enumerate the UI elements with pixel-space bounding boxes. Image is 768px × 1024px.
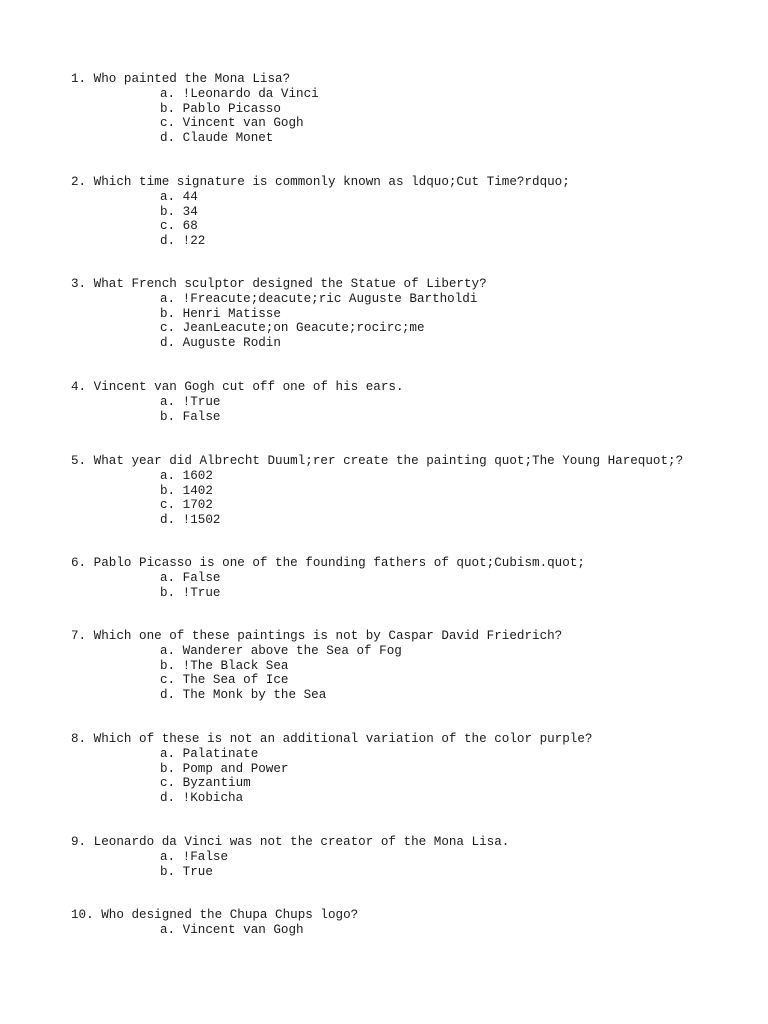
question-text: 9. Leonardo da Vinci was not the creator of the Mona Lisa.	[71, 835, 510, 849]
question-9	[71, 835, 751, 879]
question-text: 7. Which one of these paintings is not by Caspar David Friedrich?	[71, 629, 563, 643]
question-6	[71, 556, 751, 600]
answer-option: d. The Monk by the Sea	[160, 688, 327, 703]
answer-option: b. True	[160, 864, 213, 879]
answer-option: d. !Kobicha	[160, 791, 244, 806]
answer-option: c. Byzantium	[160, 776, 251, 791]
question-10	[71, 908, 751, 938]
answer-option: d. !22	[160, 234, 206, 249]
answer-options	[71, 292, 751, 351]
question-3	[71, 277, 751, 351]
answer-option: a. !False	[160, 849, 229, 864]
question-text: 5. What year did Albrecht Duuml;rer create the painting quot;The Young Harequot;?	[71, 454, 684, 468]
question-text: 1. Who painted the Mona Lisa?	[71, 72, 291, 86]
answer-option: d. Auguste Rodin	[160, 336, 281, 351]
answer-options	[71, 747, 751, 806]
answer-options	[71, 923, 751, 938]
answer-option: b. Henri Matisse	[160, 306, 281, 321]
question-text: 10. Who designed the Chupa Chups logo?	[71, 908, 359, 922]
question-text: 2. Which time signature is commonly known as ldquo;Cut Time?rdquo;	[71, 175, 570, 189]
answer-option: a. !Freacute;deacute;ric Auguste Bartholdi	[160, 291, 478, 306]
answer-option: c. Vincent van Gogh	[160, 116, 304, 131]
answer-option: b. !True	[160, 585, 221, 600]
answer-option: a. False	[160, 570, 221, 585]
answer-option: c. 1702	[160, 498, 213, 513]
question-5	[71, 454, 751, 528]
answer-option: b. Pomp and Power	[160, 761, 289, 776]
answer-options	[71, 571, 751, 601]
answer-option: b. 34	[160, 204, 198, 219]
answer-option: c. The Sea of Ice	[160, 673, 289, 688]
answer-option: d. Claude Monet	[160, 131, 274, 146]
question-2	[71, 175, 751, 249]
answer-option: b. Pablo Picasso	[160, 101, 281, 116]
answer-options	[71, 644, 751, 703]
question-text: 4. Vincent van Gogh cut off one of his ears.	[71, 380, 404, 394]
question-7	[71, 629, 751, 703]
question-text: 8. Which of these is not an additional variation of the color purple?	[71, 732, 593, 746]
answer-option: a. !True	[160, 394, 221, 409]
answer-option: b. 1402	[160, 483, 213, 498]
question-text: 6. Pablo Picasso is one of the founding fathers of quot;Cubism.quot;	[71, 556, 585, 570]
answer-option: a. 1602	[160, 468, 213, 483]
answer-option: a. !Leonardo da Vinci	[160, 86, 319, 101]
answer-options	[71, 850, 751, 880]
answer-options	[71, 469, 751, 528]
question-4	[71, 380, 751, 424]
answer-option: b. False	[160, 409, 221, 424]
answer-option: a. Palatinate	[160, 746, 259, 761]
question-1	[71, 72, 751, 146]
answer-option: a. Vincent van Gogh	[160, 922, 304, 937]
answer-options	[71, 190, 751, 249]
question-8	[71, 732, 751, 806]
answer-option: b. !The Black Sea	[160, 658, 289, 673]
question-text: 3. What French sculptor designed the Statue of Liberty?	[71, 277, 487, 291]
answer-option: a. 44	[160, 189, 198, 204]
answer-options	[71, 87, 751, 146]
answer-option: c. 68	[160, 219, 198, 234]
answer-option: d. !1502	[160, 513, 221, 528]
answer-option: c. JeanLeacute;on Geacute;rocirc;me	[160, 321, 425, 336]
answer-option: a. Wanderer above the Sea of Fog	[160, 643, 402, 658]
answer-options	[71, 395, 751, 425]
